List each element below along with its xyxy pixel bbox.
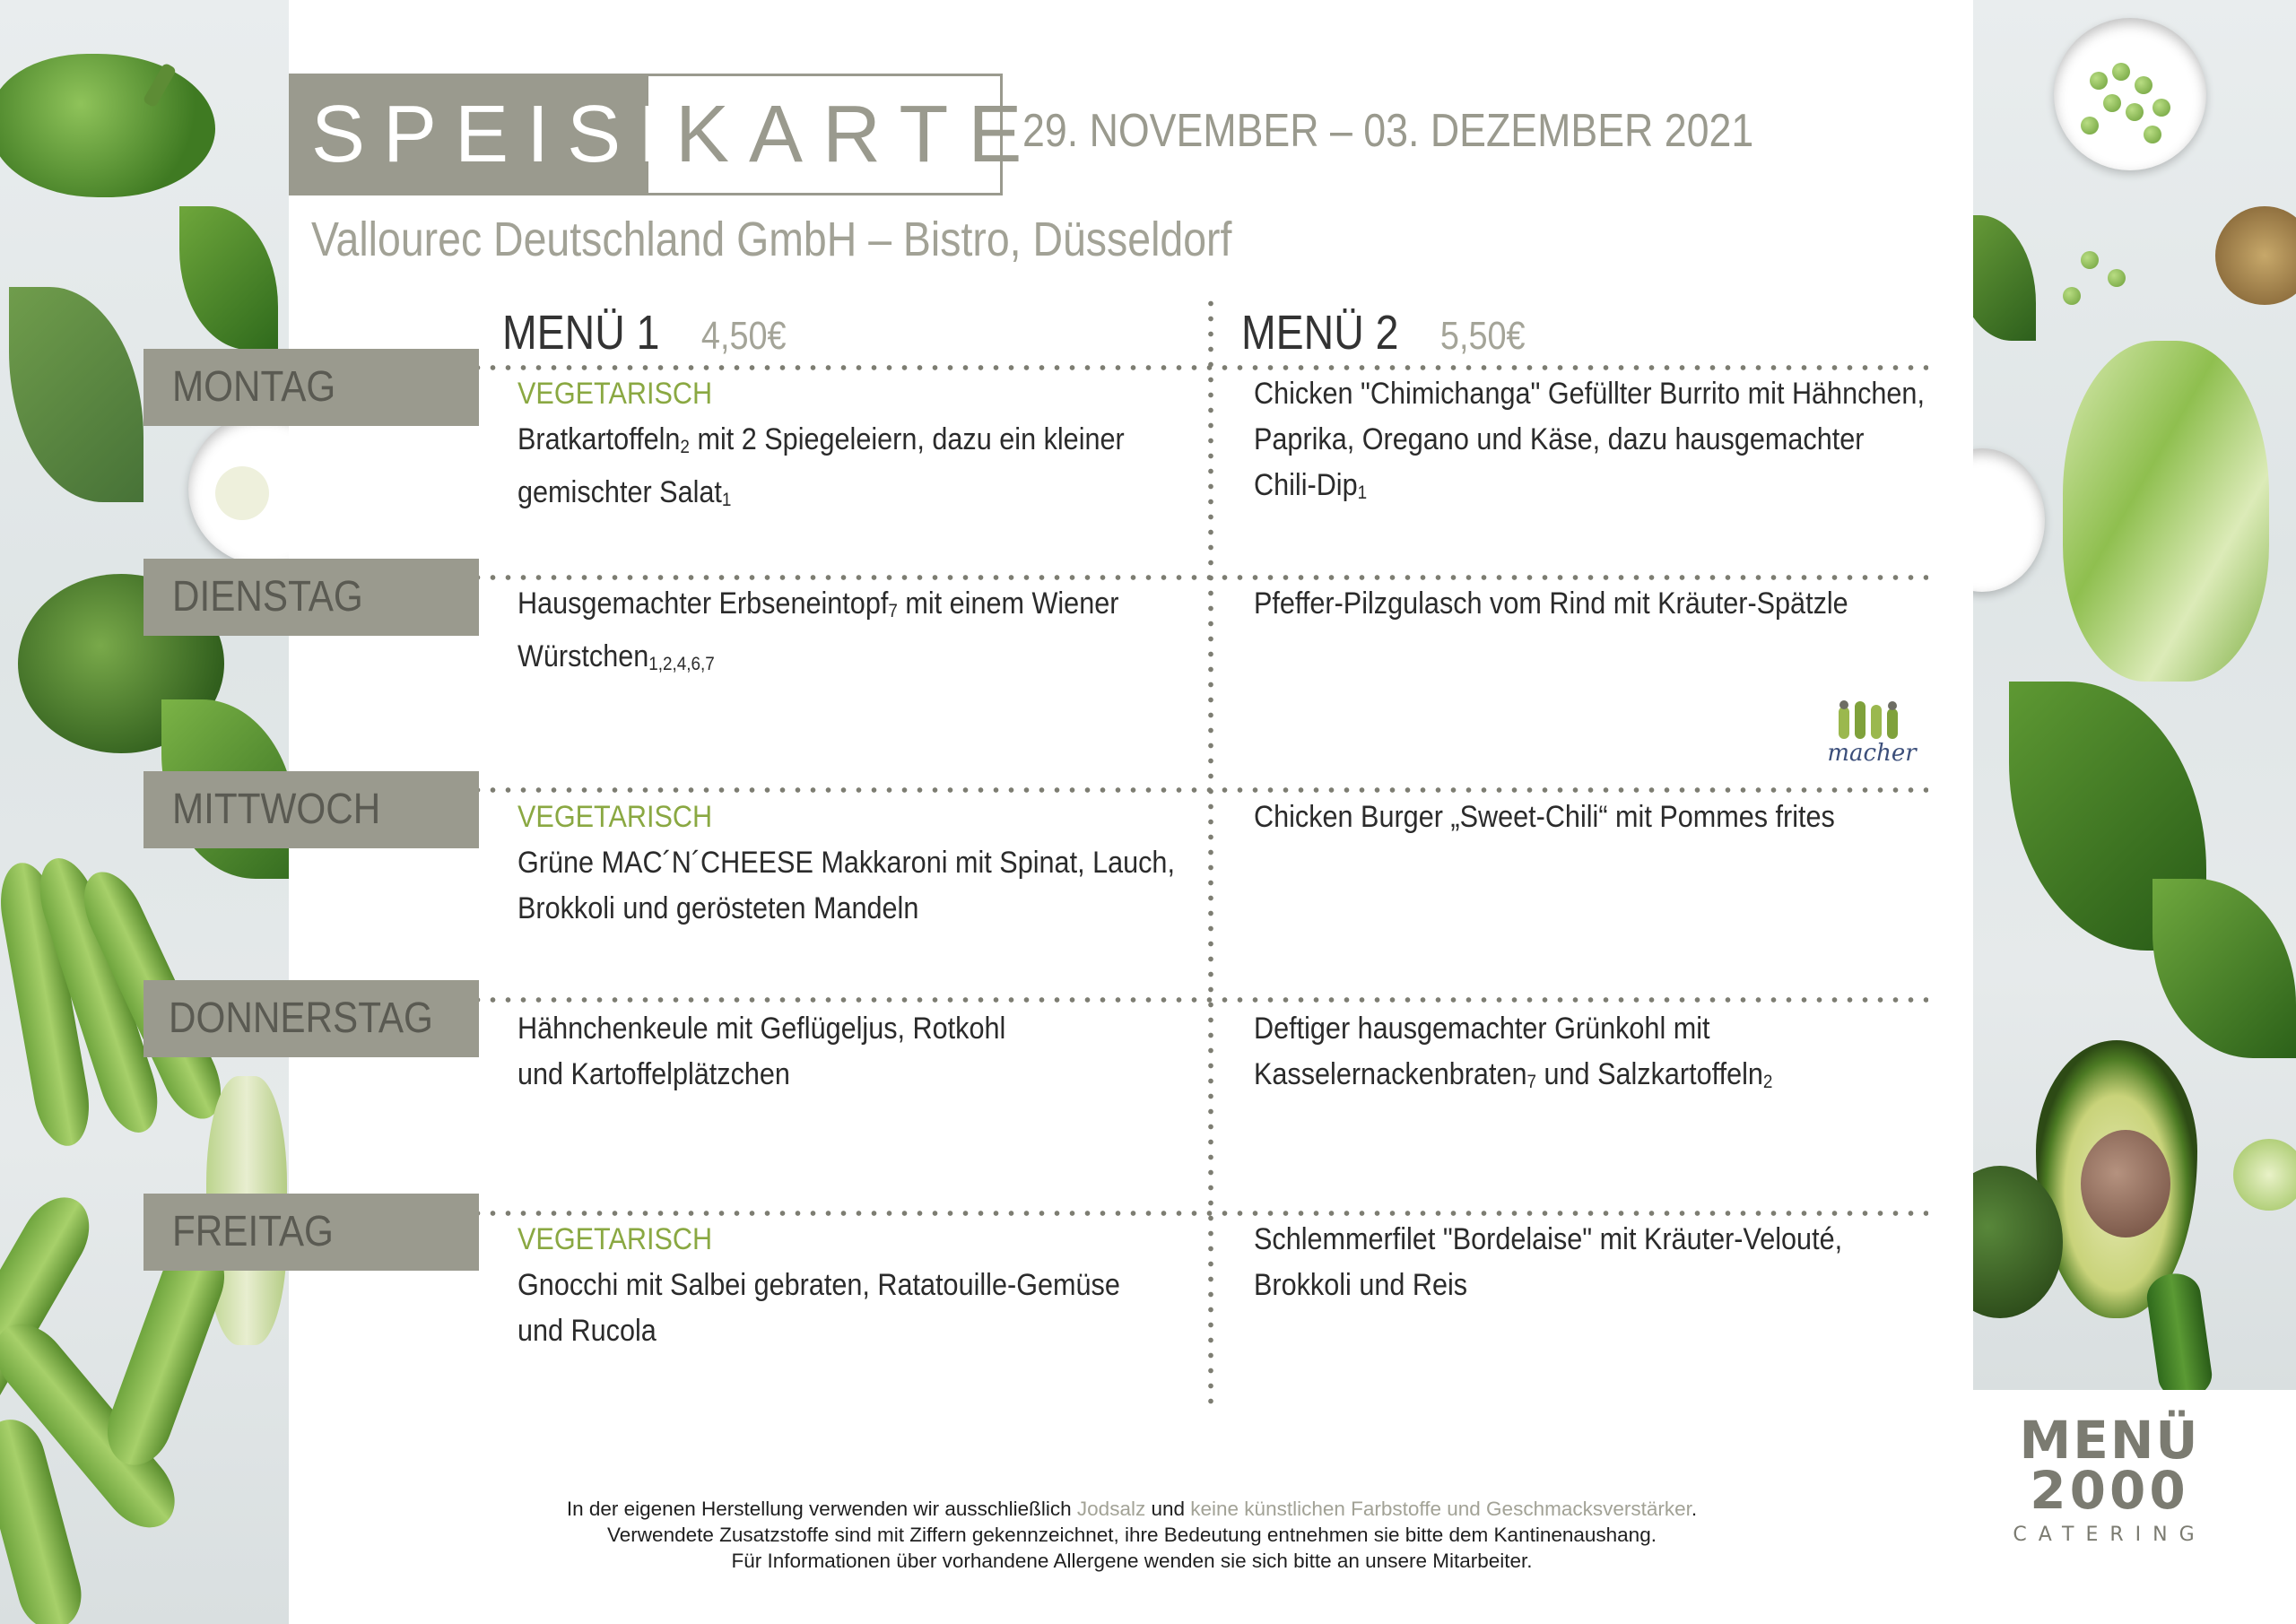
row-divider	[439, 997, 1928, 1003]
footer-notes	[289, 1496, 1975, 1574]
title-box	[289, 74, 1042, 195]
dish-text: Gnocchi mit Salbei gebraten, Ratatouille-Gemüse und Rucola	[517, 1268, 1120, 1348]
dish-donnerstag-menu1	[517, 1006, 1199, 1098]
macher-badge-icon	[1819, 699, 1925, 771]
dish-text: Deftiger hausgemachter Grünkohl mit Kasselernackenbraten$_7$ und Salzkartoffeln$_2$	[1254, 1012, 1773, 1092]
dish-text: Chicken Burger „Sweet-Chili“ mit Pommes frites	[1254, 800, 1835, 834]
logo-line2: 2000	[2030, 1460, 2189, 1521]
dish-mittwoch-menu2	[1254, 795, 1935, 840]
vegetarian-tag: VEGETARISCH	[517, 800, 713, 834]
day-label-donnerstag: DONNERSTAG	[144, 980, 479, 1057]
dish-freitag-menu1	[517, 1217, 1199, 1354]
date-range: 29. NOVEMBER – 03. DEZEMBER 2021	[1022, 105, 1754, 157]
menu1-label: MENÜ 1	[502, 306, 660, 360]
row-divider	[439, 787, 1928, 793]
row-divider	[439, 575, 1928, 580]
title-speise: SPEISE	[291, 76, 648, 193]
dish-freitag-menu2	[1254, 1217, 1935, 1308]
title-karte: KARTE	[675, 90, 1042, 179]
day-label-freitag: FREITAG	[144, 1194, 479, 1271]
badge-text: macher	[1827, 740, 1917, 767]
dish-montag-menu1	[517, 371, 1199, 523]
logo-line1: MENÜ	[2019, 1410, 2200, 1471]
footer-line2: Verwendete Zusatzstoffe sind mit Ziffern gekennzeichnet, ihre Bedeutung entnehmen sie bitte dem Kantinenaushang.	[607, 1524, 1657, 1546]
dish-montag-menu2	[1254, 371, 1935, 516]
vegetarian-tag: VEGETARISCH	[517, 1222, 713, 1256]
company-name: Vallourec Deutschland GmbH – Bistro, Düsseldorf	[311, 213, 1232, 266]
dish-text: Schlemmerfilet "Bordelaise" mit Kräuter-Velouté, Brokkoli und Reis	[1254, 1222, 1843, 1302]
dish-text: Hausgemachter Erbseneintopf$_7$ mit einem Wiener Würstchen$_{1,2,4,6,7}$	[517, 586, 1119, 674]
column-divider	[1208, 296, 1213, 1412]
dish-text: Chicken "Chimichanga" Gefüllter Burrito mit Hähnchen, Paprika, Oregano und Käse, dazu hausgemachter Chili-Dip$_1$	[1254, 377, 1925, 503]
day-label-montag: MONTAG	[144, 349, 479, 426]
menu1-header	[502, 305, 787, 360]
day-label-mittwoch: MITTWOCH	[144, 771, 479, 848]
dish-mittwoch-menu1	[517, 795, 1199, 932]
dish-dienstag-menu2	[1254, 581, 1935, 627]
menu2-label: MENÜ 2	[1241, 306, 1399, 360]
menu1-price: 4,50€	[700, 314, 787, 358]
footer-line1: In der eigenen Herstellung verwenden wir ausschließlich Jodsalz und keine künstlichen Farbstoffe und Geschmacksverstärker.	[566, 1498, 1698, 1520]
dish-text: Grüne MAC´N´CHEESE Makkaroni mit Spinat, Lauch, Brokkoli und gerösteten Mandeln	[517, 846, 1175, 925]
dish-text: Hähnchenkeule mit Geflügeljus, Rotkohl und Kartoffelplätzchen	[517, 1012, 1006, 1091]
footer-line3: Für Informationen über vorhandene Allergene wenden sie sich bitte an unsere Mitarbeiter.	[731, 1550, 1533, 1572]
menu2-price: 5,50€	[1439, 314, 1526, 358]
menu2-header	[1241, 305, 1526, 360]
vegetables-photo-right	[1973, 0, 2296, 1390]
menu2000-logo	[1984, 1408, 2235, 1551]
dish-text: Bratkartoffeln$_2$ mit 2 Spiegeleiern, dazu ein kleiner gemischter Salat$_1$	[517, 422, 1125, 510]
row-divider	[439, 365, 1928, 370]
vegetarian-tag: VEGETARISCH	[517, 377, 713, 411]
row-divider	[439, 1211, 1928, 1216]
logo-line3: CATERING	[2013, 1524, 2206, 1546]
dish-text: Pfeffer-Pilzgulasch vom Rind mit Kräuter-Spätzle	[1254, 586, 1848, 621]
day-label-dienstag: DIENSTAG	[144, 559, 479, 636]
dish-dienstag-menu1	[517, 581, 1199, 687]
dish-donnerstag-menu2	[1254, 1006, 1935, 1105]
